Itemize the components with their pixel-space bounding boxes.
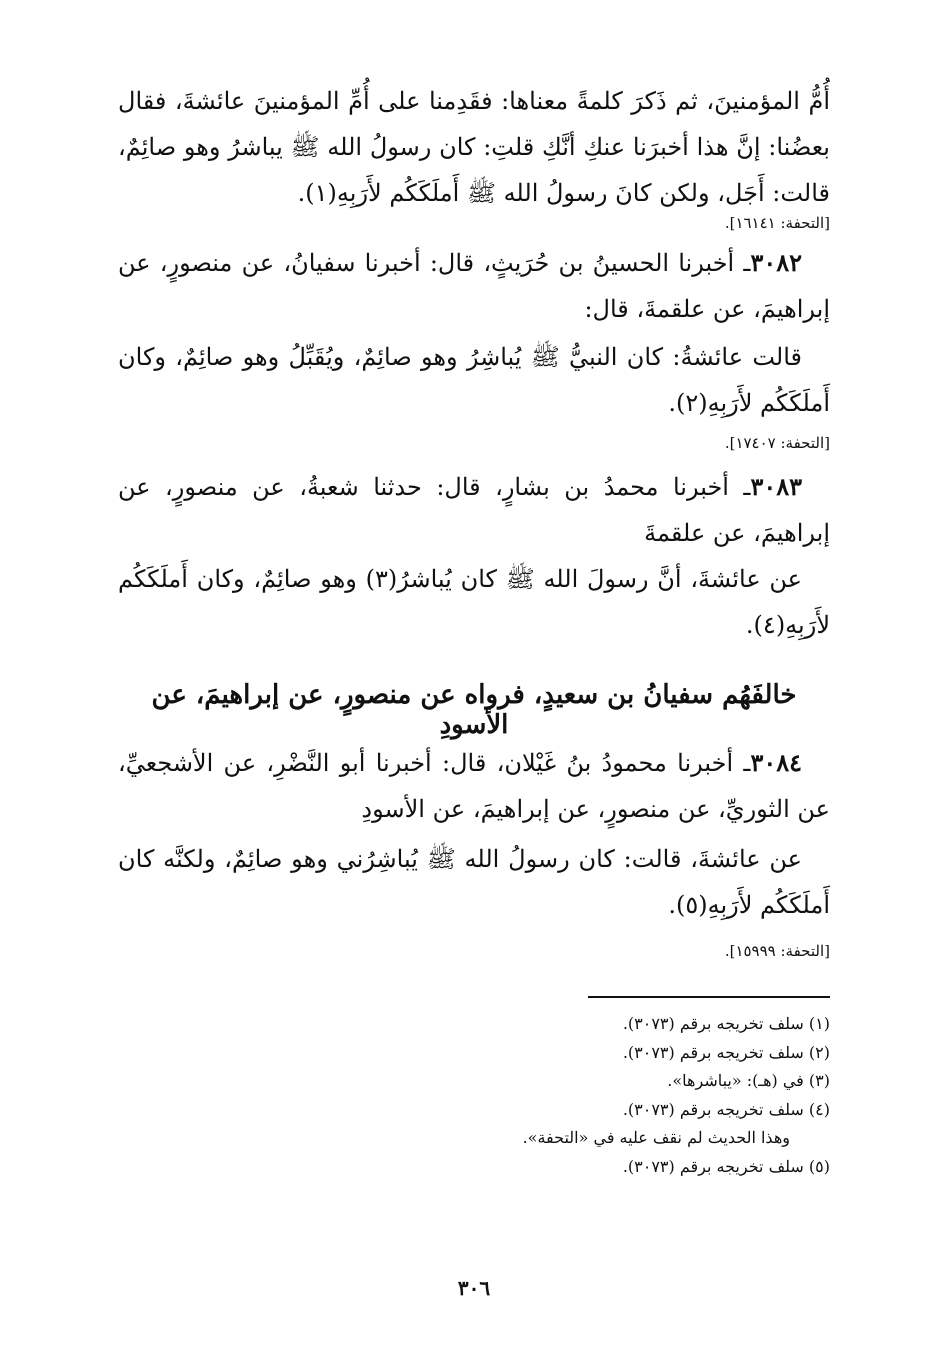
tuhfa-reference: [التحفة: ١٦١٤١]. (724, 214, 830, 232)
tuhfa-reference: [التحفة: ١٥٩٩٩]. (724, 942, 830, 960)
hadith-3082-matn: قالت عائشةُ: كان النبيُّ ﷺ يُباشِرُ وهو صائِمٌ، ويُقَبِّلُ وهو صائِمٌ، وكان أَملَكَكُم لأَرَبِهِ(٢). (118, 343, 830, 417)
isnad-text: ـ أخبرنا الحسينُ بن حُرَيثٍ، قال: أخبرنا سفيانُ، عن منصورٍ، عن إبراهيمَ، عن علقمةَ، قال: (118, 249, 830, 323)
footnote: (٤) سلف تخريجه برقم (٣٠٧٣). (622, 1099, 830, 1119)
hadith-3084-isnad (118, 740, 830, 832)
hadith-3084-matn: عن عائشةَ، قالت: كان رسولُ الله ﷺ يُباشِرُني وهو صائِمٌ، ولكنَّه كان أَملَكَكُم لأَرَبِهِ(٥). (118, 845, 830, 919)
footnote: (١) سلف تخريجه برقم (٣٠٧٣). (622, 1014, 830, 1033)
continuation-paragraph: أُمُّ المؤمنينَ، ثم ذَكرَ كلمةً معناها: فقَدِمنا على أُمِّ المؤمنينَ عائشةَ، فقال بعضُنا: إنَّ هذا أخبرَنا عنكِ أنَّكِ قلتِ: كان رسولُ الله ﷺ يباشرُ وهو صائِمٌ، قالت: أَجَل، ولكن كانَ رسولُ الله ﷺ أَملَكَكُم لأَرَبِهِ(١). (118, 87, 830, 207)
hadith-number: ٣٠٨٣ (750, 472, 802, 501)
hadith-3083-matn: عن عائشةَ، أنَّ رسولَ الله ﷺ كان يُباشرُ(٣) وهو صائِمٌ، وكان أَملَكَكُم لأَرَبِهِ(٤). (118, 565, 830, 639)
tuhfa-reference: [التحفة: ١٧٤٠٧]. (724, 434, 830, 452)
footnotes (510, 1010, 830, 1181)
hadith-3083-isnad (118, 464, 830, 556)
isnad-text: ـ أخبرنا محمدُ بن بشارٍ، قال: حدثنا شعبةُ، عن منصورٍ، عن إبراهيمَ، عن علقمةَ (118, 473, 830, 547)
page-number: ٣٠٦ (457, 1276, 491, 1300)
hadith-3082-isnad (118, 240, 830, 332)
footnote: (٥) سلف تخريجه برقم (٣٠٧٣). (622, 1156, 830, 1176)
footnote: (٢) سلف تخريجه برقم (٣٠٧٣). (622, 1042, 830, 1062)
footnote-note: وهذا الحديث لم نقف عليه في «التحفة». (522, 1128, 790, 1147)
section-heading: خالفَهُم سفيانُ بن سعيدٍ، فرواه عن منصورٍ، عن إبراهيمَ، عن الأسودِ (151, 680, 797, 740)
hadith-number: ٣٠٨٢ (750, 248, 802, 277)
isnad-text: ـ أخبرنا محمودُ بنُ غَيْلان، قال: أخبرنا أبو النَّضْرِ، عن الأشجعيِّ، عن الثوريِّ، عن منصورٍ، عن إبراهيمَ، عن الأسودِ (118, 749, 830, 823)
hadith-number: ٣٠٨٤ (750, 748, 802, 777)
footnote: (٣) في (هـ): «يباشرها». (667, 1071, 830, 1090)
footnote-separator (588, 996, 830, 998)
